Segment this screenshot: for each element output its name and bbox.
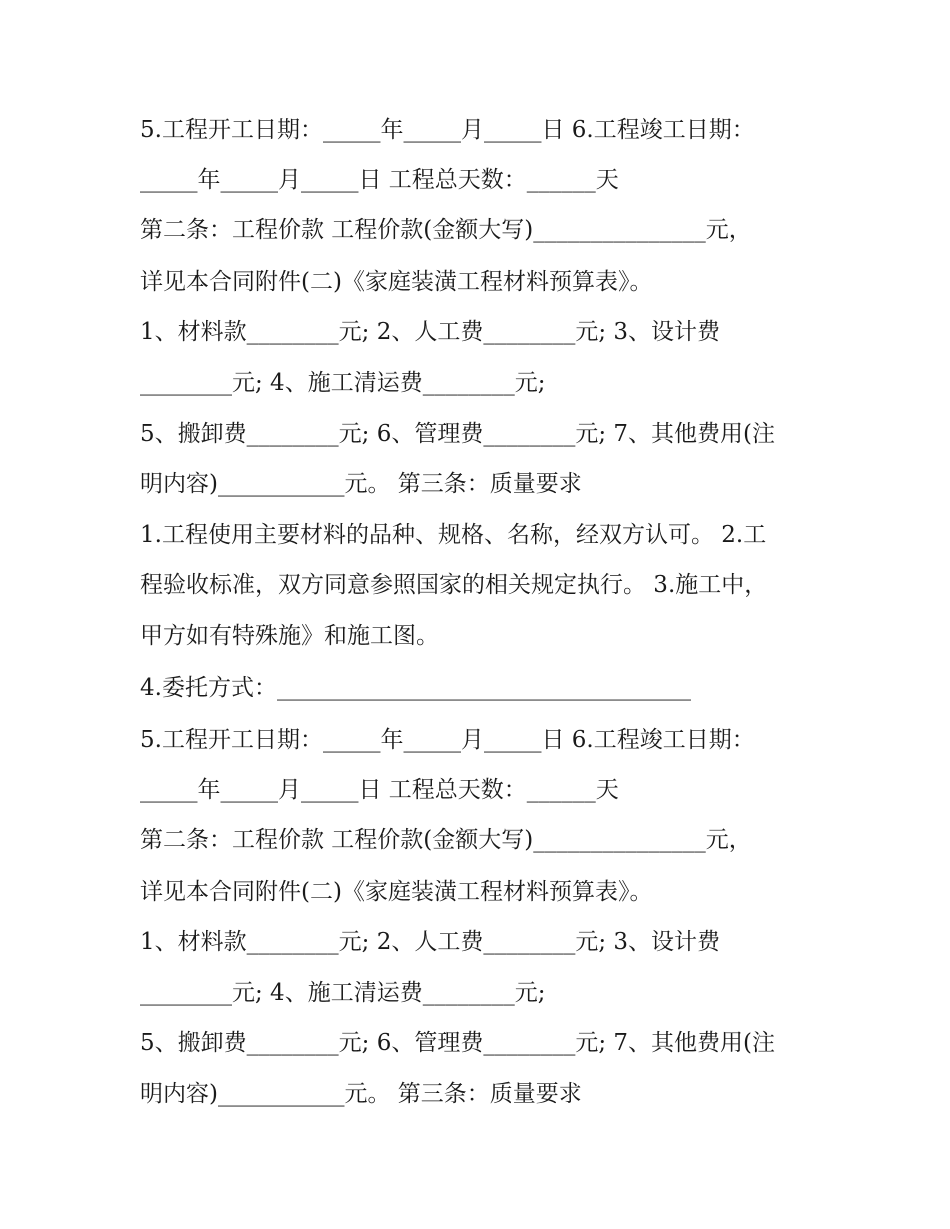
text-line: 明内容)___________元。 第三条：质量要求 xyxy=(140,471,582,497)
text-line: 程验收标准，双方同意参照国家的相关规定执行。 3.施工中， xyxy=(140,572,768,598)
text-line: 5.工程开工日期：_____年_____月_____日 6.工程竣工日期： xyxy=(140,117,755,143)
text-line: 1.工程使用主要材料的品种、规格、名称，经双方认可。 2.工 xyxy=(140,522,767,548)
text-line: 详见本合同附件(二)《家庭装潢工程材料预算表》。 xyxy=(140,269,653,295)
text-line: 1、材料款________元; 2、人工费________元; 3、设计费 xyxy=(140,929,721,955)
text-line: ________元; 4、施工清运费________元; xyxy=(140,980,546,1006)
text-line: 5.工程开工日期：_____年_____月_____日 6.工程竣工日期： xyxy=(140,727,755,753)
text-line: 5、搬卸费________元; 6、管理费________元; 7、其他费用(注 xyxy=(140,1030,775,1056)
text-line: _____年_____月_____日 工程总天数：______天 xyxy=(140,167,619,193)
text-line: 明内容)___________元。 第三条：质量要求 xyxy=(140,1081,582,1107)
text-line: 第二条：工程价款 工程价款(金额大写)_______________元， xyxy=(140,827,752,853)
text-line: 第二条：工程价款 工程价款(金额大写)_______________元， xyxy=(140,217,752,243)
text-line: 甲方如有特殊施》和施工图。 xyxy=(140,623,439,649)
text-line: ________元; 4、施工清运费________元; xyxy=(140,370,546,396)
text-line: 5、搬卸费________元; 6、管理费________元; 7、其他费用(注 xyxy=(140,421,775,447)
text-line: 1、材料款________元; 2、人工费________元; 3、设计费 xyxy=(140,319,721,345)
text-line: 详见本合同附件(二)《家庭装潢工程材料预算表》。 xyxy=(140,879,653,905)
text-line: 4.委托方式：____________________________________ xyxy=(140,675,691,701)
text-line: _____年_____月_____日 工程总天数：______天 xyxy=(140,777,619,803)
